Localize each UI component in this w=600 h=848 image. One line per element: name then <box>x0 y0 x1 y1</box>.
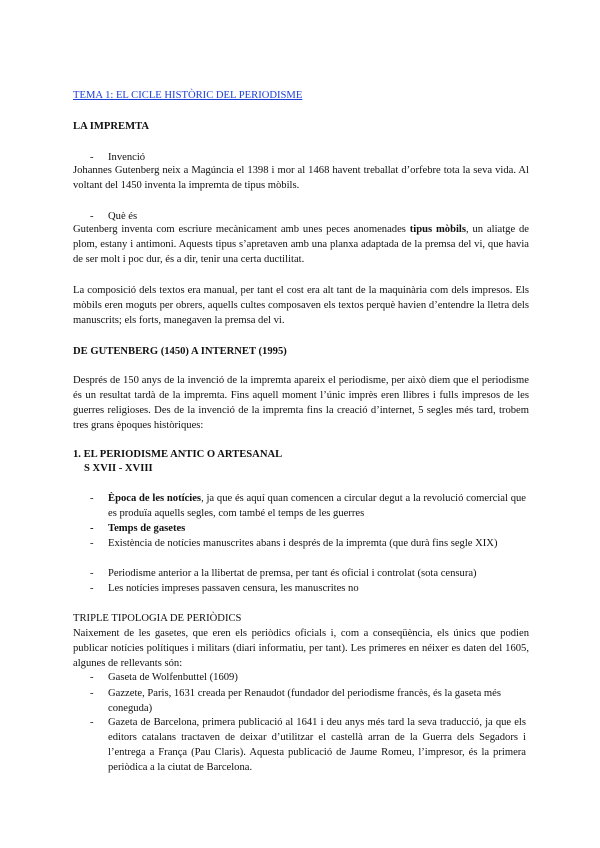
list-item-text: Gazzete, Paris, 1631 creada per Renaudot (fundador del periodisme francès, és la gaseta més coneguda) <box>108 688 501 714</box>
list-item <box>90 491 526 521</box>
list-item-text: Les notícies impreses passaven censura, les manuscrites no <box>108 583 359 594</box>
list-item-text: Temps de gasetes <box>108 523 186 534</box>
dash-bullet: - <box>90 538 94 549</box>
dash-bullet: - <box>90 523 94 534</box>
dash-bullet: - <box>90 211 94 222</box>
heading-periodisme-antic: 1. EL PERIODISME ANTIC O ARTESANAL <box>73 449 283 460</box>
list-item-text: Gaseta de Wolfenbuttel (1609) <box>108 672 238 683</box>
dash-bullet: - <box>90 717 94 728</box>
heading-gutenberg-internet: DE GUTENBERG (1450) A INTERNET (1995) <box>73 346 287 357</box>
list-item <box>90 715 526 775</box>
subheading-text: Invenció <box>108 152 146 163</box>
dash-bullet: - <box>90 152 94 163</box>
list-item-text: Gazeta de Barcelona, primera publicació al 1641 i deu anys més tard la seva traducció, ja que els editors catalans tractaven de deixar d’utilitzar el castellà arran de la Guerra dels Segadors i l’entrega a França (Pau Claris). Aquesta publicació de Jaume Romeu, l’impresor, és la primera periòdica a la ciutat de Barcelona. <box>108 717 526 773</box>
subheading-text: Què és <box>108 211 138 222</box>
paragraph-text: Gutenberg inventa com escriure mecànicament amb unes peces anomenades <box>73 224 410 235</box>
list-item-text: Existència de notícies manuscrites abans i després de la impremta (que durà fins segle XIX) <box>108 538 498 549</box>
dash-bullet: - <box>90 672 94 683</box>
heading-triple-tipologia: TRIPLE TIPOLOGIA DE PERIÒDICS <box>73 613 242 624</box>
list-item-text: Periodisme anterior a la llibertat de premsa, per tant és oficial i controlat (sota censura) <box>108 568 477 579</box>
paragraph-text: , un aliatge de plom, estany i antimoni. Aquests tipus s’apretaven amb una planxa adaptada de la premsa del vi, que havia de ser molt i poc dur, és a dir, tenir una certa ductilitat. <box>73 224 529 265</box>
document-title[interactable]: TEMA 1: EL CICLE HISTÒRIC DEL PERIODISME <box>73 90 303 101</box>
list-item <box>90 566 526 581</box>
list-item <box>90 521 526 536</box>
paragraph-invencio: Johannes Gutenberg neix a Magúncia el 1398 i mor al 1468 havent treballat d’orfebre tota la seva vida. Al voltant del 1450 inventa la impremta de tipus mòbils. <box>73 165 529 191</box>
list-item-text: , ja que és aquí quan comencen a circular degut a la revolució comercial que es produïa aquells segles, com també el temps de les guerres <box>108 493 526 519</box>
dash-bullet: - <box>90 583 94 594</box>
heading-la-impremta: LA IMPREMTA <box>73 121 150 132</box>
dash-bullet: - <box>90 688 94 699</box>
dash-bullet: - <box>90 568 94 579</box>
bold-term: tipus mòbils <box>409 224 466 235</box>
list-item <box>90 686 526 716</box>
paragraph-periodisme: Després de 150 anys de la invenció de la impremta apareix el periodisme, per això diem que el periodisme és un resultat tardà de la impremta. Fins aquell moment l’únic imprès eren llibres i fulls impresos de les guerres religioses. Des de la invenció de la impremta fins la creació d’internet, 5 segles més tard, trobem tres grans èpoques històriques: <box>73 375 529 431</box>
paragraph-gasetes: Naixement de les gasetes, que eren els periòdics oficials i, com a conseqüència, els únics que podien publicar notícies polítiques i militars (diari informatiu, per tant). Les primeres en néixer es daten del 1605, algunes de rellevants són: <box>73 628 529 669</box>
list-item <box>90 536 526 551</box>
dash-bullet: - <box>90 493 94 504</box>
list-item <box>90 670 526 685</box>
bold-term: Època de les notícies <box>108 493 202 504</box>
heading-segles: S XVII - XVIII <box>84 463 153 474</box>
paragraph-composicio: La composició dels textos era manual, per tant el cost era alt tant de la maquinària com dels impresos. Els mòbils eren moguts per obrers, aquells cultes composaven els textos perquè havien d’entendre la lletra dels manuscrits; els forts, manegaven la premsa del vi. <box>73 285 529 326</box>
list-item <box>90 581 526 596</box>
paragraph-que-es <box>73 222 529 267</box>
